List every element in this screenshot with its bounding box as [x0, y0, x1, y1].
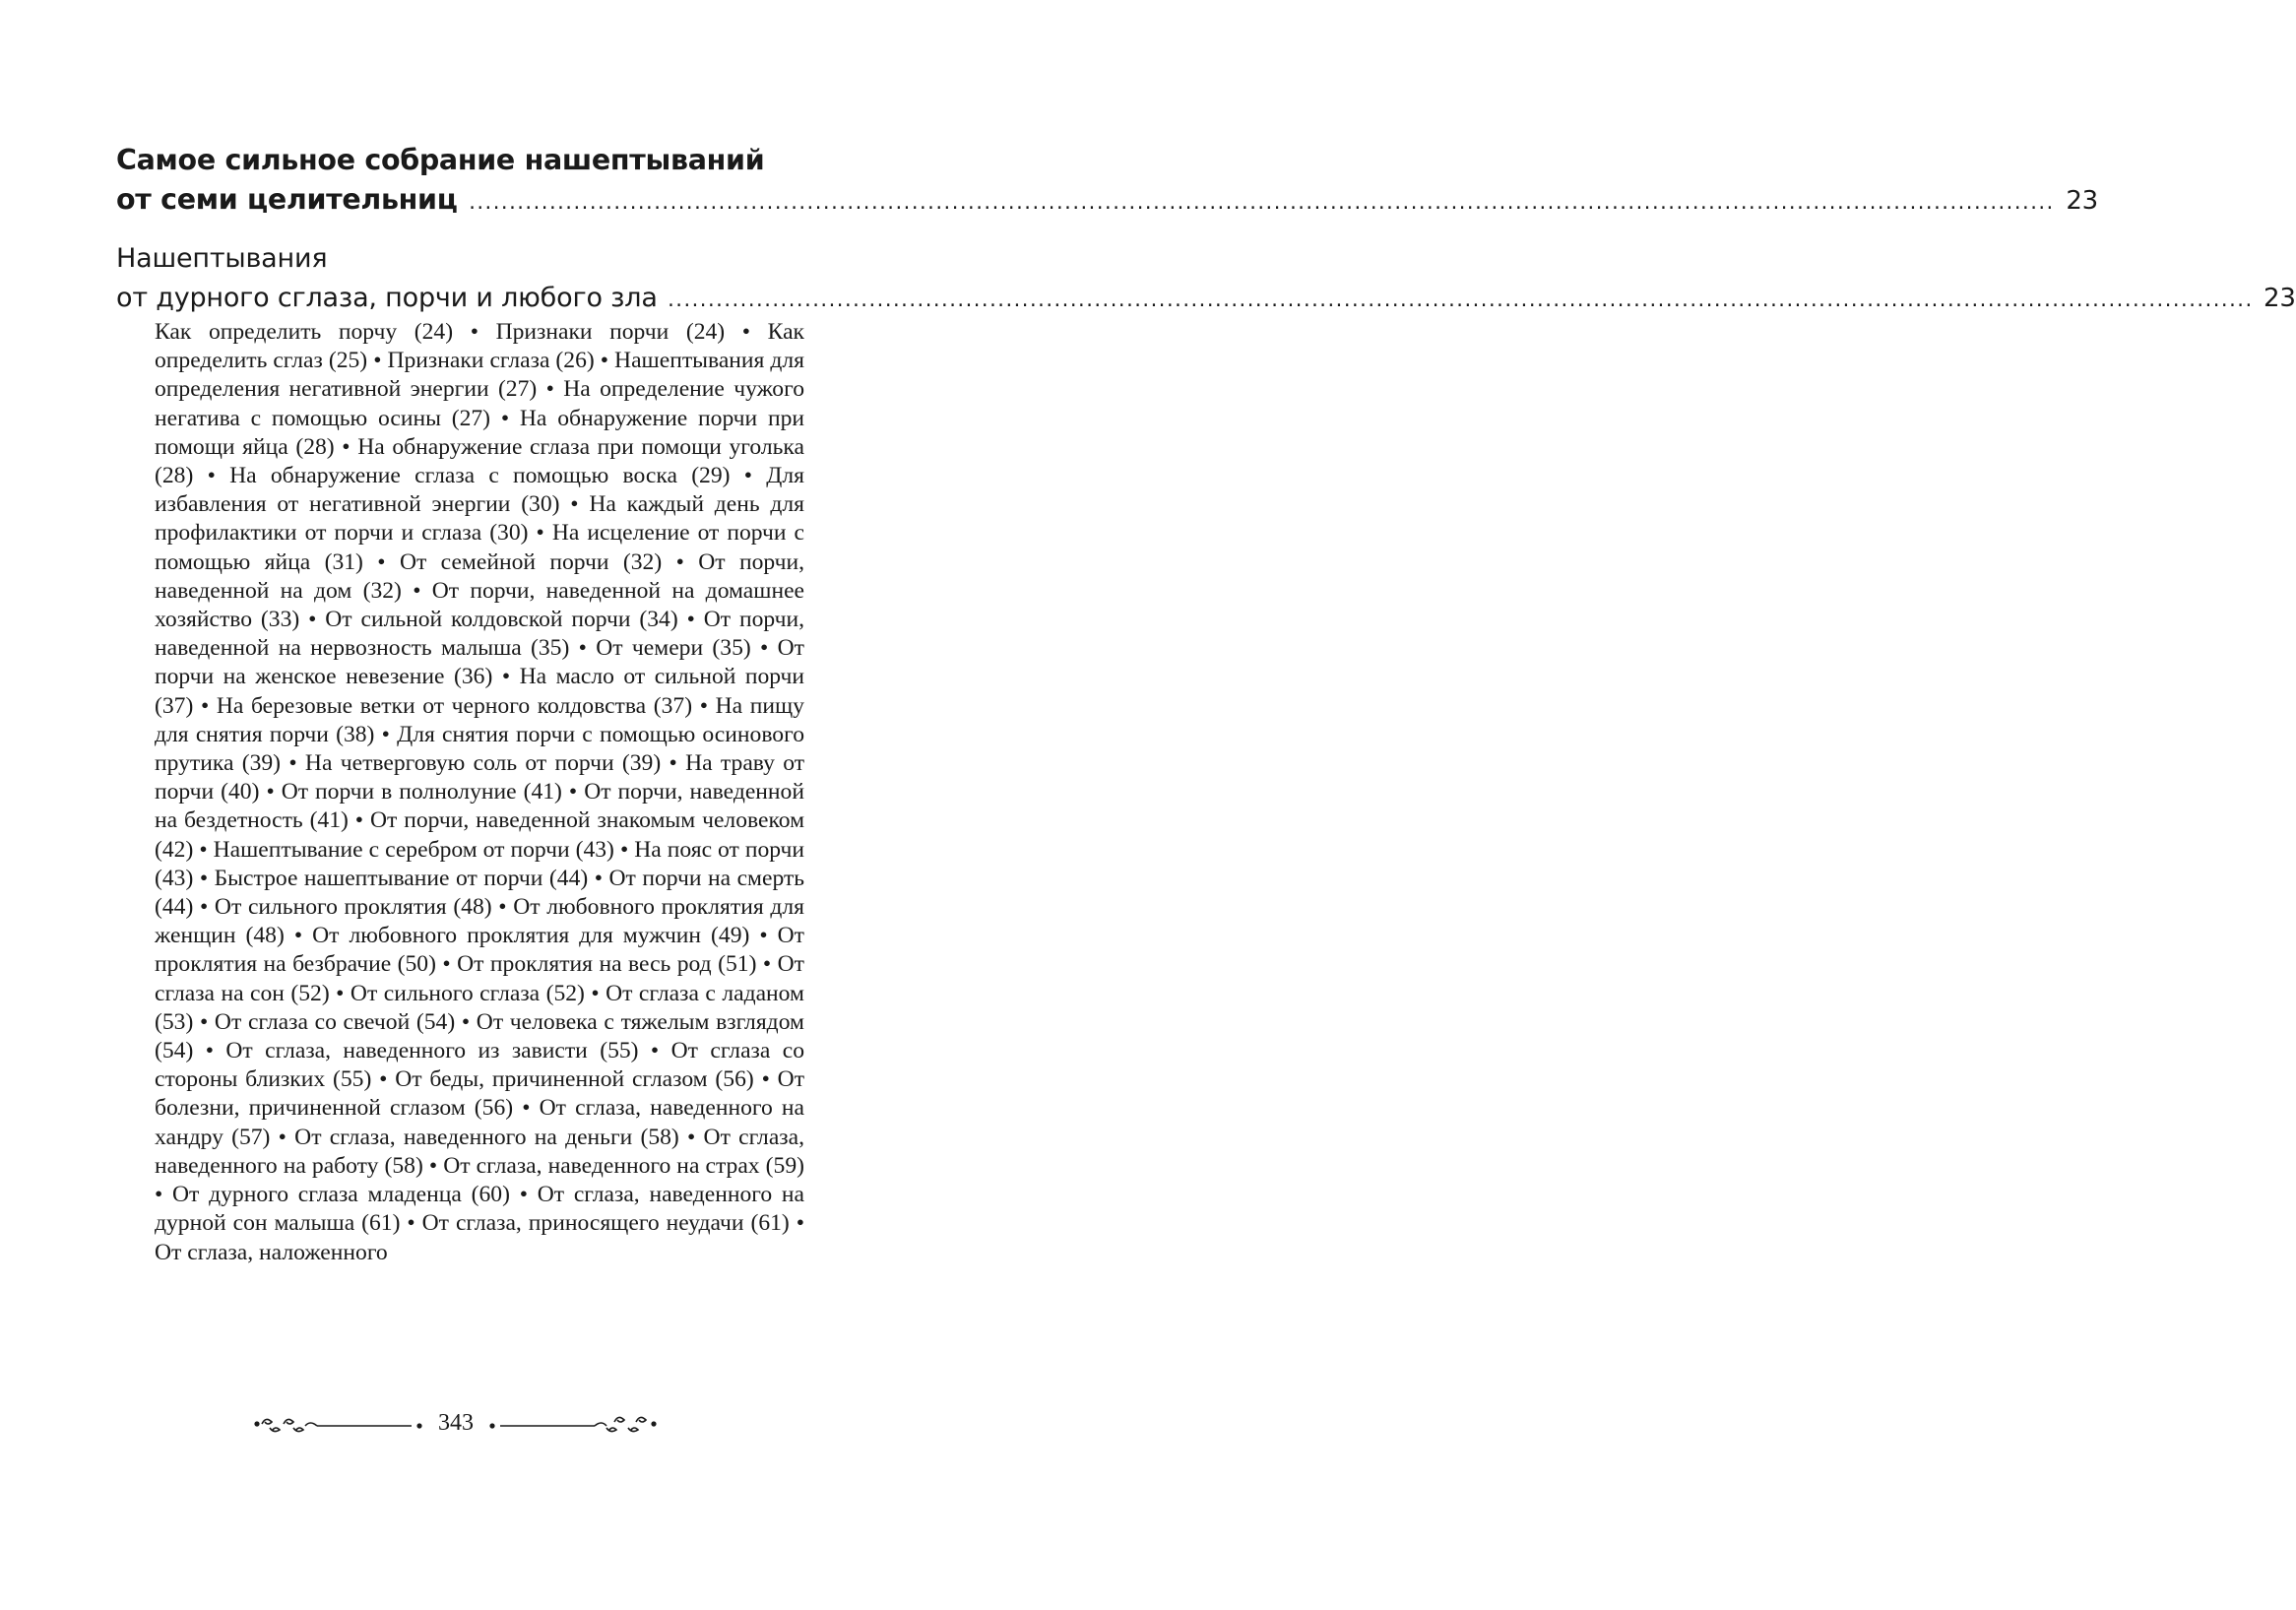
bullet-separator: •: [600, 348, 609, 374]
bullet-separator: •: [594, 865, 603, 891]
toc-entry: На исцеление от порчи с помощью яйца (31): [155, 520, 804, 575]
page-number: 343: [438, 1410, 474, 1436]
toc-entry: От сильной колдовской порчи (34): [325, 607, 678, 633]
page-footer: [254, 1404, 658, 1448]
bullet-separator: •: [342, 433, 351, 460]
toc-entry: Быстрое нашептывание от порчи (44): [214, 865, 589, 891]
bullet-separator: •: [759, 923, 768, 949]
bullet-separator: •: [796, 1210, 804, 1237]
bullet-separator: •: [498, 894, 507, 921]
bullet-separator: •: [308, 607, 317, 633]
bullet-separator: •: [519, 1182, 528, 1208]
toc-entry: На пищу для снятия порчи (38): [155, 692, 804, 747]
toc-entry: От сглаза со свечой (54): [214, 1008, 456, 1035]
toc-entry: На четверговую соль от порчи (39): [304, 750, 662, 777]
toc-entry: На траву от порчи (40): [155, 750, 805, 805]
toc-entry: Как определить сглаз (25): [155, 319, 805, 374]
bullet-separator: •: [205, 1038, 214, 1064]
toc-entry: От сглаза, наложенного: [155, 1239, 388, 1265]
section-title-line1: Самое сильное собрание нашептываний: [116, 144, 765, 176]
toc-entry: От болезни, причиненной сглазом (56): [155, 1066, 805, 1122]
bullet-separator: •: [501, 664, 511, 690]
section-page-number: 23: [2066, 186, 2098, 216]
bullet-separator: •: [522, 1095, 531, 1122]
section-title-line2: от дурного сглаза, порчи и любого зла: [116, 283, 658, 313]
bullet-separator: •: [278, 1124, 287, 1150]
bullet-separator: •: [669, 750, 677, 777]
bullet-separator: •: [199, 1008, 209, 1035]
bullet-separator: •: [155, 1182, 163, 1208]
toc-entry: От сильного сглаза (52): [350, 980, 585, 1006]
toc-entry: От семейной порчи (32): [399, 548, 663, 575]
toc-entry: На обнаружение сглаза при помощи уголька (28): [155, 433, 804, 489]
bullet-separator: •: [381, 721, 390, 747]
bullet-separator: •: [413, 577, 421, 604]
bullet-separator: •: [675, 548, 684, 575]
toc-entry: От порчи, наведенной на дом (32): [155, 548, 805, 604]
toc-entries-paragraph: [155, 318, 804, 1267]
bullet-separator: •: [500, 405, 510, 431]
toc-entry: На березовые ветки от черного колдовства (37): [216, 692, 693, 719]
section-title-line2-with-page: [116, 180, 2098, 222]
toc-entry: От проклятия на безбрачие (50): [155, 923, 804, 978]
toc-entry: От сильного проклятия (48): [214, 894, 492, 921]
toc-entry: От порчи, наведенной знакомым человеком (42): [155, 807, 805, 863]
dot-leader: [467, 190, 2057, 214]
bullet-separator: •: [568, 779, 578, 805]
bullet-separator: •: [619, 836, 629, 863]
toc-entry: От сглаза с ладаном (53): [155, 980, 804, 1035]
toc-entry: От сглаза, наведенного на хандру (57): [155, 1095, 804, 1150]
toc-entry: На обнаружение сглаза с помощью воска (29): [229, 463, 731, 489]
section-title-line2: от семи целительниц: [116, 183, 458, 216]
bullet-separator: •: [650, 1038, 660, 1064]
toc-entry: От сглаза, наведенного из зависти (55): [225, 1038, 639, 1064]
toc-entry: На обнаружение порчи при помощи яйца (28): [155, 405, 804, 460]
toc-entry: От порчи, наведенной на бездетность (41): [155, 779, 804, 834]
bullet-separator: •: [762, 951, 772, 978]
section-title-line2-with-page: [116, 279, 2296, 319]
toc-entry: От сглаза, наведенного на работу (58): [155, 1124, 804, 1179]
toc-entry: От сглаза на сон (52): [155, 951, 804, 1006]
toc-entry: Признаки сглаза (26): [387, 348, 595, 374]
bullet-separator: •: [199, 894, 209, 921]
toc-entry: На каждый день для профилактики от порчи и сглаза (30): [155, 491, 805, 547]
toc-entry: От сглаза, приносящего неудачи (61): [421, 1210, 790, 1237]
bullet-separator: •: [470, 319, 478, 345]
toc-entry: На пояс от порчи (43): [155, 836, 804, 891]
bullet-separator: •: [699, 692, 708, 719]
section-page-number: 23: [2264, 284, 2296, 313]
bullet-separator: •: [199, 865, 209, 891]
bullet-separator: •: [373, 348, 382, 374]
bullet-separator: •: [536, 520, 544, 547]
bullet-separator: •: [461, 1008, 471, 1035]
toc-entry: От порчи на смерть (44): [155, 865, 805, 921]
toc-entry: От порчи в полнолуние (41): [281, 779, 562, 805]
toc-entry: От порчи на женское невезение (36): [155, 635, 804, 690]
bullet-separator: •: [578, 635, 587, 662]
bullet-separator: •: [761, 1066, 770, 1093]
bullet-separator: •: [428, 1152, 438, 1179]
toc-entry: На масло от сильной порчи (37): [155, 664, 804, 719]
bullet-separator: •: [743, 463, 753, 489]
bullet-separator: •: [200, 692, 210, 719]
toc-entry: От дурного сглаза младенца (60): [172, 1182, 510, 1208]
toc-entry: На определение чужого негатива с помощью осины (27): [155, 376, 804, 431]
bullet-separator: •: [207, 463, 216, 489]
toc-entry: Для снятия порчи с помощью осинового прутика (39): [155, 721, 804, 777]
bullet-separator: •: [377, 548, 386, 575]
toc-entry: От сглаза, наведенного на деньги (58): [294, 1124, 679, 1150]
bullet-separator: •: [266, 779, 275, 805]
toc-entry: От беды, причиненной сглазом (56): [395, 1066, 754, 1093]
bullet-separator: •: [760, 635, 769, 662]
bullet-separator: •: [570, 491, 579, 518]
toc-section-heading-1: [116, 141, 2098, 222]
bullet-separator: •: [687, 1124, 696, 1150]
toc-entry: От любовного проклятия для мужчин (49): [312, 923, 750, 949]
bullet-separator: •: [741, 319, 751, 345]
bullet-separator: •: [545, 376, 554, 403]
bullet-separator: •: [336, 980, 345, 1006]
toc-entry: Как определить порчу (24): [155, 319, 454, 345]
toc-entry: От порчи, наведенной на нервозность малыша (35): [155, 607, 804, 662]
bullet-separator: •: [379, 1066, 388, 1093]
section-title-line1: Нашептывания: [116, 243, 328, 274]
toc-entry: Для избавления от негативной энергии (30): [155, 463, 805, 518]
toc-entry: Признаки порчи (24): [495, 319, 726, 345]
toc-entry: От сглаза, наведенного на дурной сон малыша (61): [155, 1182, 804, 1237]
toc-entry: Нашептывание с серебром от порчи (43): [213, 836, 614, 863]
bullet-separator: •: [407, 1210, 415, 1237]
bullet-separator: •: [686, 607, 695, 633]
toc-entry: От чемери (35): [596, 635, 751, 662]
bullet-separator: •: [354, 807, 364, 834]
toc-entry: Нашептывания для определения негативной энергии (27): [155, 348, 805, 403]
bullet-separator: •: [442, 951, 451, 978]
toc-entry: От сглаза, наведенного на страх (59): [443, 1152, 804, 1179]
dot-leader: [666, 288, 2256, 311]
toc-entry: От проклятия на весь род (51): [457, 951, 757, 978]
toc-entry: От человека с тяжелым взглядом (54): [155, 1008, 804, 1064]
bullet-separator: •: [591, 980, 600, 1006]
toc-entry: От любовного проклятия для женщин (48): [155, 894, 804, 949]
toc-entry: От сглаза со стороны близких (55): [155, 1038, 804, 1093]
bullet-separator: •: [199, 836, 208, 863]
toc-section-heading-2: [116, 239, 2296, 319]
bullet-separator: •: [288, 750, 297, 777]
toc-entry: От порчи, наведенной на домашнее хозяйство (33): [155, 577, 805, 633]
bullet-separator: •: [293, 923, 303, 949]
